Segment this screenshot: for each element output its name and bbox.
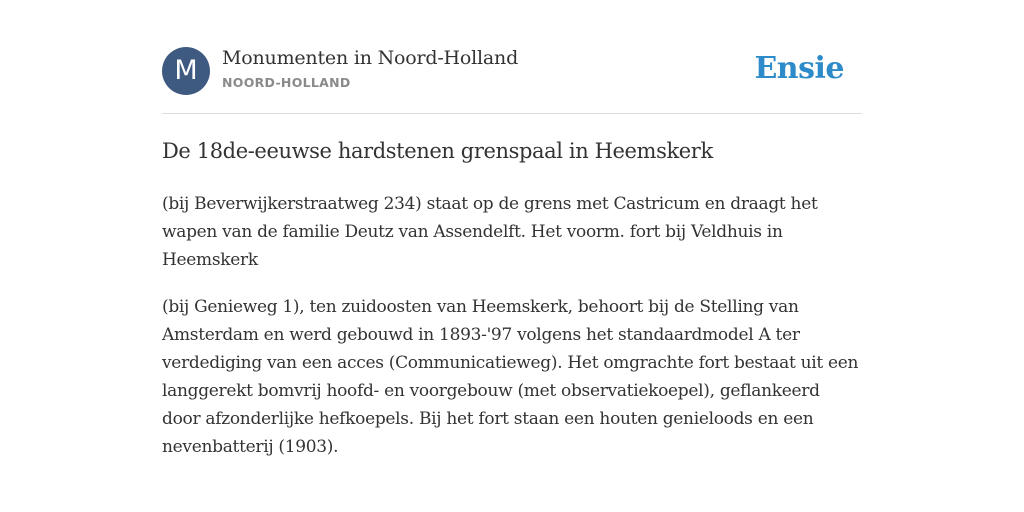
article-paragraph: (bij Genieweg 1), ten zuidoosten van Heemskerk, behoort bij de Stelling van Amsterdam en werd gebouwd in 1893-'97 volgens het standaardmodel A ter verdediging van een acces (Communicatieweg). Het omgrachte fort bestaat uit een langgerekt bomvrij hoofd- en voorgebouw (met observatiekoepel), geflankeerd door afzonderlijke hefkoepels. Bij het fort staan een houten genieloods en een nevenbatterij (1903).	[162, 297, 859, 457]
source-header	[162, 46, 862, 96]
article-body	[162, 190, 862, 480]
article-title: De 18de-eeuwse hardstenen grenspaal in Heemskerk	[162, 139, 713, 163]
avatar[interactable]: M	[162, 47, 210, 95]
brand-logo[interactable]: Ensie	[754, 51, 844, 86]
source-title[interactable]: Monumenten in Noord-Holland	[222, 47, 519, 69]
article-paragraph: (bij Beverwijkerstraatweg 234) staat op de grens met Castricum en draagt het wapen van de familie Deutz van Assendelft. Het voorm. fort bij Veldhuis in Heemskerk	[162, 194, 818, 270]
source-subtitle: NOORD-HOLLAND	[222, 75, 351, 90]
header-divider	[162, 113, 862, 114]
